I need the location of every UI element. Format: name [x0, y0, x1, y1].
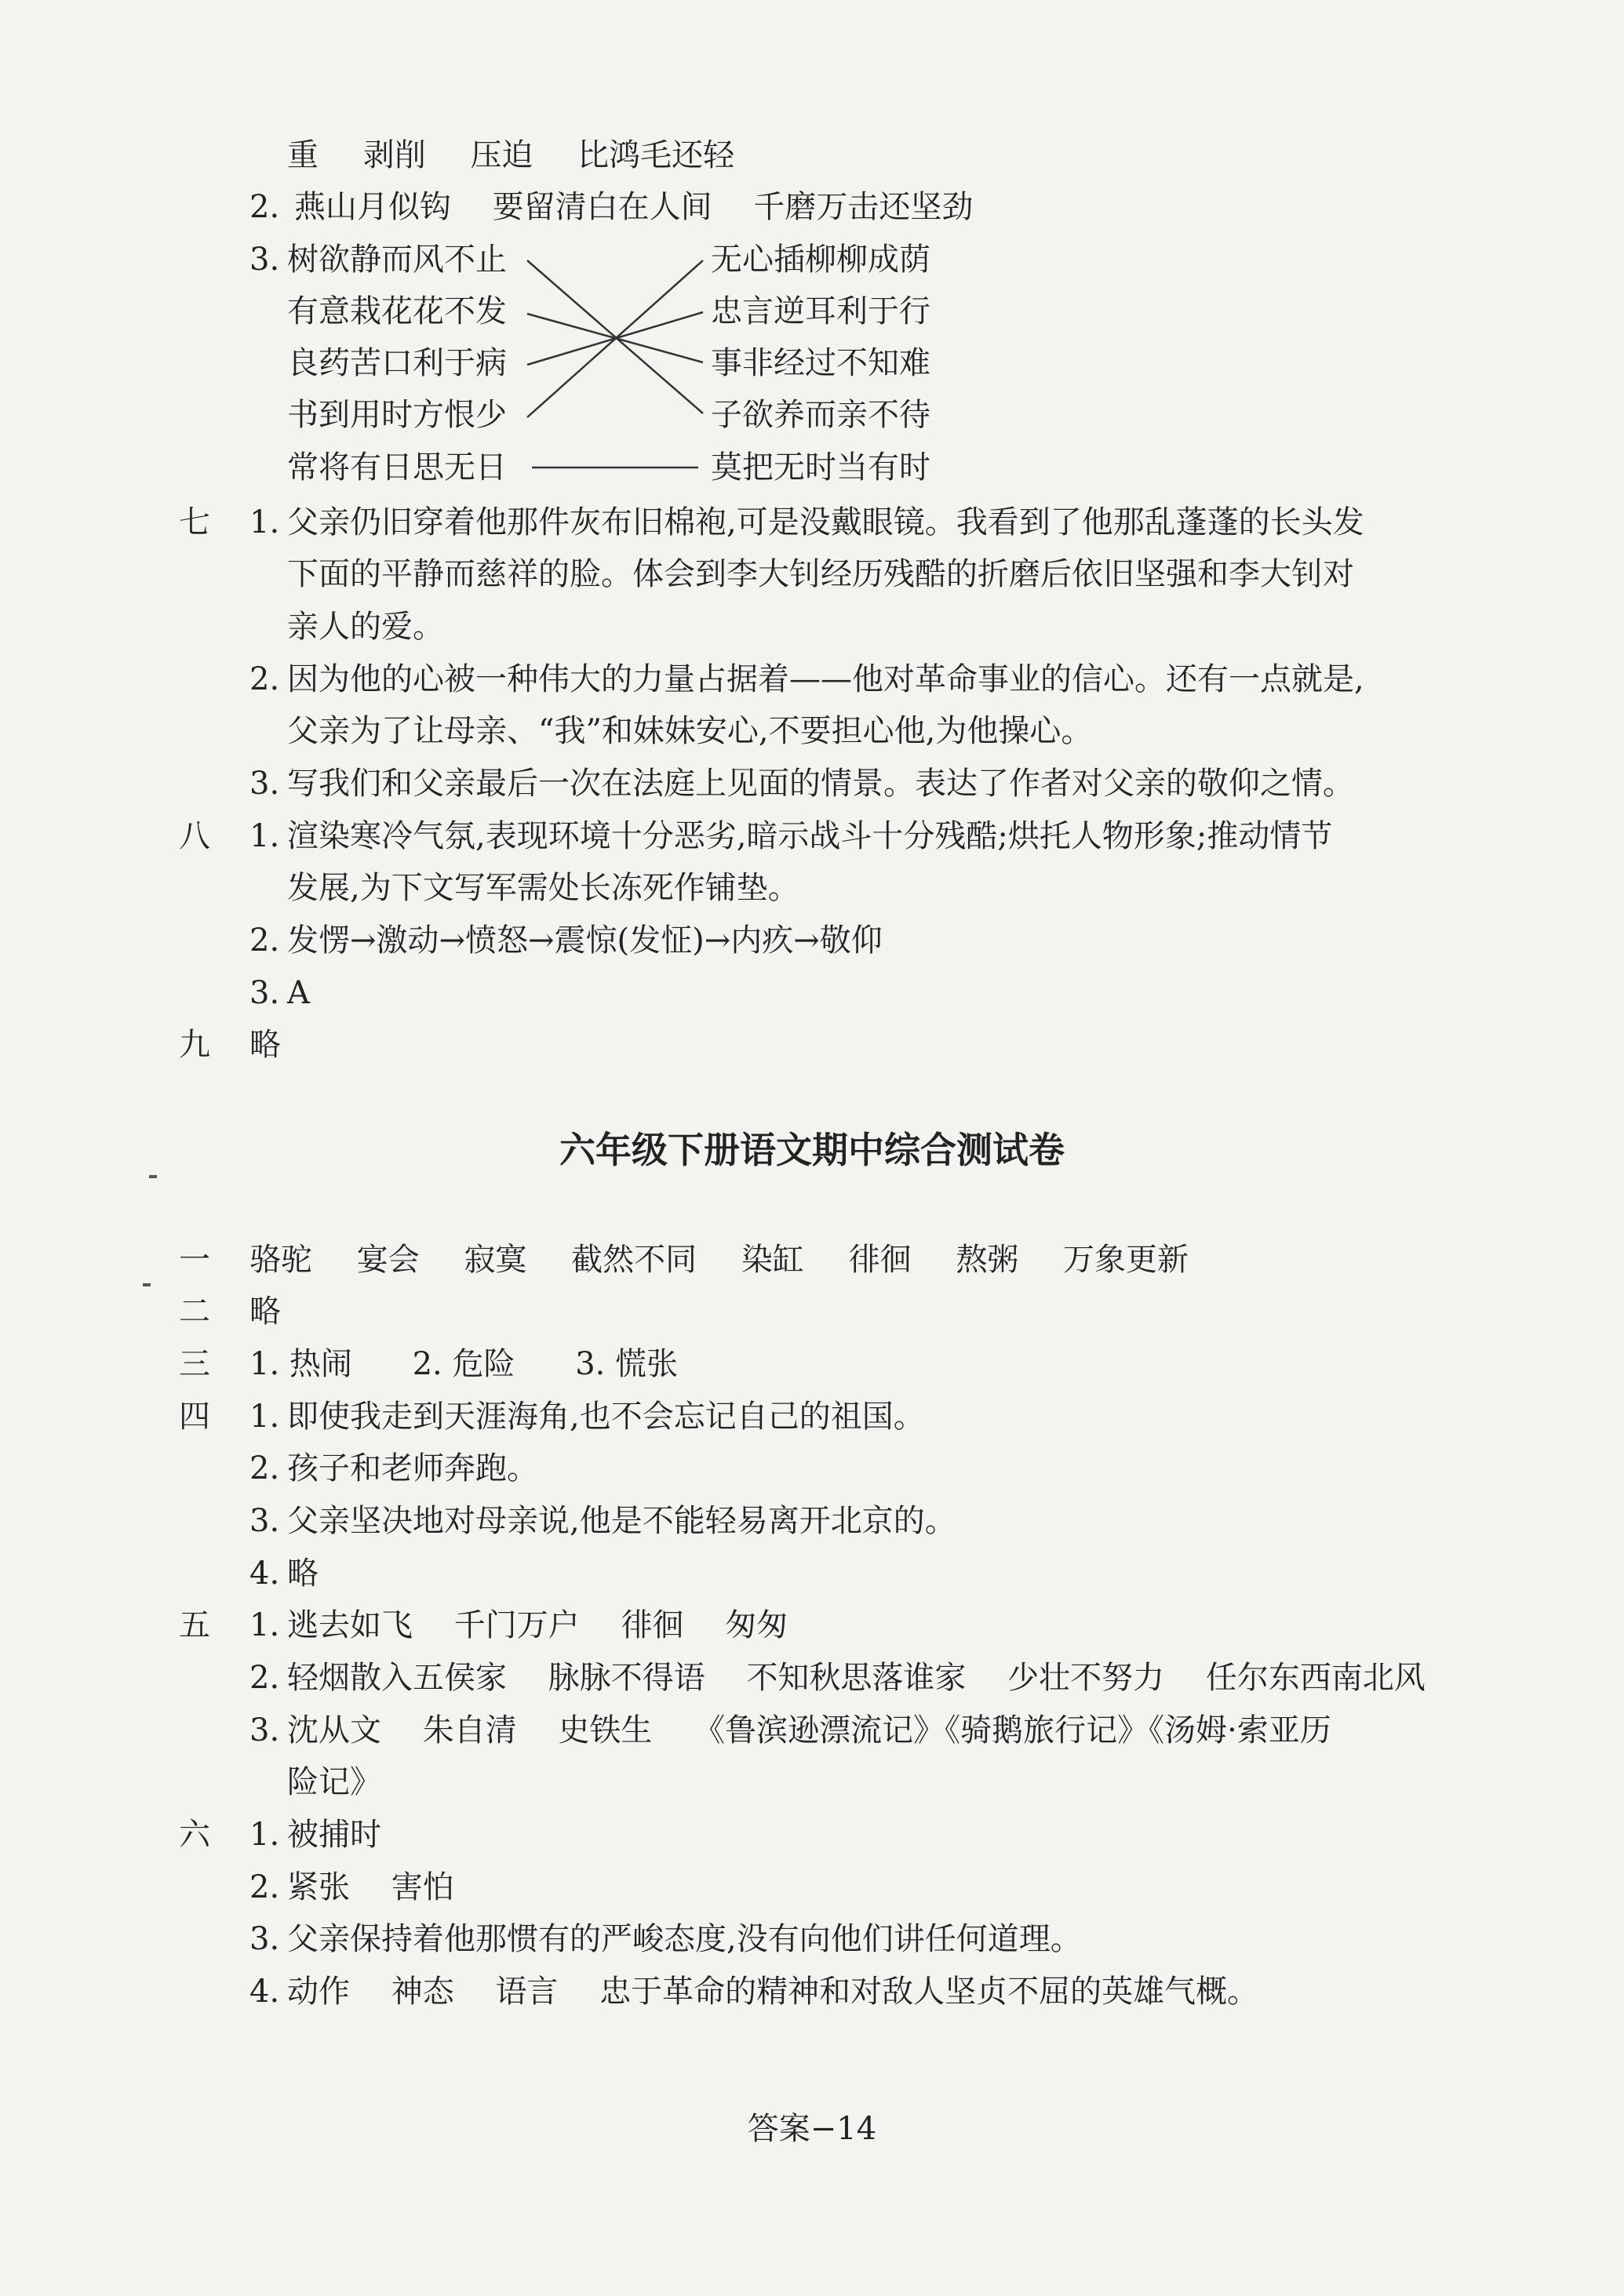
word: 骆驼 [249, 1242, 312, 1278]
word: 害怕 [391, 1869, 454, 1905]
section-label: 四 [179, 1399, 210, 1435]
answer-text: 即使我走到天涯海角,也不会忘记自己的祖国。 [287, 1399, 925, 1435]
question-number: 2. [249, 1869, 280, 1905]
question-number: 2. [249, 1660, 280, 1696]
section-label: 八 [179, 818, 210, 854]
word: 轻烟散入五侯家 [287, 1660, 507, 1696]
word: 少壮不努力 [1007, 1660, 1165, 1696]
answer-text: A [287, 975, 310, 1011]
word: 脉脉不得语 [548, 1660, 705, 1696]
question-number: 4. [249, 1974, 280, 2010]
question-number: 4. [249, 1556, 280, 1592]
match-right-item: 事非经过不知难 [711, 345, 930, 381]
question-number: 3. [249, 766, 280, 802]
word: 截然不同 [571, 1242, 697, 1278]
word: 匆匆 [725, 1607, 788, 1643]
answer-text: 渲染寒冷气氛,表现环境十分恶劣,暗示战斗十分残酷;烘托人物形象;推动情节 [287, 818, 1333, 854]
word: 神态 [391, 1974, 454, 2010]
word: 徘徊 [621, 1607, 684, 1643]
word: 剥削 [362, 137, 426, 173]
word-list [287, 1710, 1331, 1751]
word: 重 [287, 137, 319, 173]
answer-text: 亲人的爱。 [287, 609, 444, 645]
answer-item: 3. 慌张 [575, 1346, 679, 1382]
section-label: 一 [179, 1242, 210, 1278]
answer-text: 父亲保持着他那惯有的严峻态度,没有向他们讲任何道理。 [287, 1921, 1082, 1957]
match-right-item: 子欲养而亲不待 [711, 397, 930, 433]
word-list [287, 1605, 788, 1646]
answer-text: 写我们和父亲最后一次在法庭上见面的情景。表达了作者对父亲的敬仰之情。 [287, 766, 1354, 802]
word: 千门万户 [453, 1607, 580, 1643]
match-left-item: 书到用时方恨少 [287, 397, 507, 433]
answer-text: 孩子和老师奔跑。 [287, 1450, 538, 1486]
answer-item: 1. 热闹 [249, 1346, 352, 1382]
word: 万象更新 [1063, 1242, 1189, 1278]
section-label: 九 [179, 1027, 210, 1063]
match-line [527, 314, 703, 362]
word: 忠于革命的精神和对敌人坚贞不屈的英雄气概。 [599, 1974, 1259, 2010]
question-number: 1. [249, 1817, 280, 1853]
word: 比鸿毛还轻 [577, 137, 735, 173]
word: 压迫 [470, 137, 533, 173]
answer-text: 父亲仍旧穿着他那件灰布旧棉袍,可是没戴眼镜。我看到了他那乱蓬蓬的长头发 [287, 504, 1364, 540]
word: 沈从文 [287, 1712, 381, 1748]
page-number: 答案−14 [747, 2111, 877, 2147]
word: 《鲁滨逊漂流记》《骑鹅旅行记》《汤姆·索亚历 [694, 1712, 1331, 1748]
answer-line-2 [249, 187, 973, 227]
answer-text: 父亲坚决地对母亲说,他是不能轻易离开北京的。 [287, 1503, 956, 1539]
answer-text: 发展,为下文写军需处长冻死作铺垫。 [287, 870, 799, 906]
word: 逃去如飞 [287, 1607, 413, 1643]
section-label: 七 [179, 504, 210, 540]
match-line [527, 312, 703, 365]
answer-text: 父亲为了让母亲、“我”和妹妹安心,不要担心他,为他操心。 [287, 713, 1093, 749]
scan-mark [143, 1283, 151, 1286]
question-number: 3. [249, 1503, 280, 1539]
word: 紧张 [287, 1869, 350, 1905]
word: 朱自清 [422, 1712, 517, 1748]
match-right-item: 莫把无时当有时 [711, 449, 930, 486]
answer-text: 略 [287, 1556, 319, 1592]
match-left-item: 有意栽花花不发 [287, 293, 507, 329]
match-line [527, 260, 703, 417]
word: 任尔东西南北风 [1205, 1660, 1426, 1696]
word-list [249, 1239, 1189, 1280]
question-number: 2. [249, 1450, 280, 1486]
question-number: 3. [249, 1921, 280, 1957]
section-label: 五 [179, 1607, 210, 1643]
answer-text: 下面的平静而慈祥的脸。体会到李大钊经历残酷的折磨后依旧坚强和李大钊对 [287, 556, 1354, 592]
question-number: 2. [249, 661, 280, 697]
word: 宴会 [356, 1242, 420, 1278]
answer-text: 被捕时 [287, 1817, 381, 1853]
match-right-item: 忠言逆耳利于行 [711, 293, 930, 329]
answer-text: 险记》 [287, 1764, 381, 1800]
question-number: 1. [249, 1607, 280, 1643]
word-list [287, 1971, 1258, 2012]
word: 千磨万击还坚劲 [753, 189, 974, 225]
exam-title: 六年级下册语文期中综合测试卷 [559, 1129, 1065, 1171]
word: 染缸 [741, 1242, 804, 1278]
answer-text: 发愣→激动→愤怒→震惊(发怔)→内疚→敬仰 [287, 922, 883, 959]
word: 熬粥 [956, 1242, 1019, 1278]
word-list [287, 1867, 454, 1908]
word: 寂寞 [464, 1242, 527, 1278]
word: 燕山月似钩 [293, 189, 451, 225]
section-label: 三 [179, 1346, 210, 1382]
answer-item: 2. 危险 [412, 1346, 515, 1382]
answer-text: 略 [249, 1027, 281, 1063]
answer-text: 因为他的心被一种伟大的力量占据着——他对革命事业的信心。还有一点就是, [287, 661, 1364, 697]
section-label: 二 [179, 1294, 210, 1330]
word-list [287, 1657, 1426, 1698]
scan-mark [149, 1175, 157, 1178]
match-left-item: 良药苦口利于病 [287, 345, 507, 381]
match-left-item: 树欲静而风不止 [287, 242, 507, 278]
word: 不知秋思落谁家 [746, 1660, 967, 1696]
question-number: 3. [249, 242, 280, 278]
question-number: 1. [249, 1399, 280, 1435]
answer-text: 略 [249, 1294, 281, 1330]
match-right-item: 无心插柳柳成荫 [711, 242, 930, 278]
match-line [527, 260, 703, 413]
answer-items [249, 1344, 678, 1385]
word: 徘徊 [848, 1242, 912, 1278]
section-label: 六 [179, 1817, 210, 1853]
question-number: 1. [249, 818, 280, 854]
word: 史铁生 [558, 1712, 653, 1748]
question-number: 3. [249, 975, 280, 1011]
word: 要留清白在人间 [492, 189, 712, 225]
answer-line-0 [287, 135, 734, 176]
question-number: 2. [249, 922, 280, 959]
word: 语言 [495, 1974, 559, 2010]
question-number: 2. [249, 189, 280, 225]
match-left-item: 常将有日思无日 [287, 449, 507, 486]
question-number: 1. [249, 504, 280, 540]
word: 动作 [287, 1974, 350, 2010]
question-number: 3. [249, 1712, 280, 1748]
